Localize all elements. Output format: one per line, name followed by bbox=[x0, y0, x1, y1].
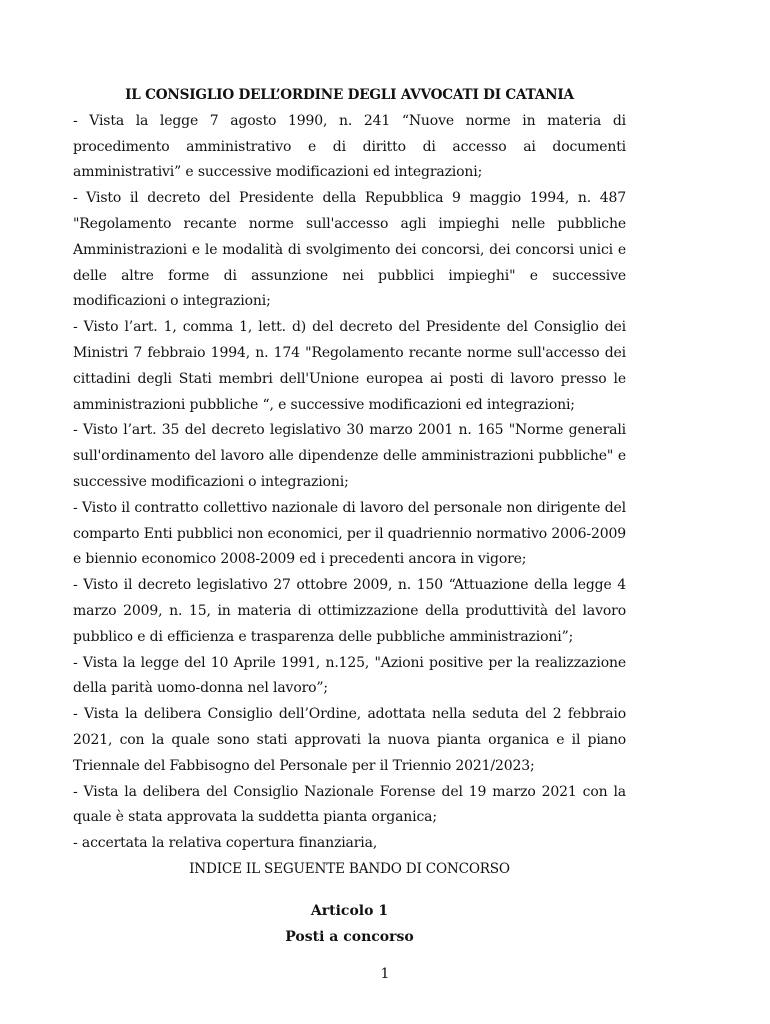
document-body bbox=[73, 83, 626, 950]
article-number: Articolo 1 bbox=[310, 902, 389, 919]
page-number: 1 bbox=[380, 966, 390, 982]
article-title: Posti a concorso bbox=[285, 928, 414, 945]
paragraph-dpcm-174: - Visto l’art. 1, comma 1, lett. d) del decreto del Presidente del Consiglio dei Ministri 7 febbraio 1994, n. 174 "Regolamento recante norme sull'accesso dei cittadini degli Stati membri dell'Unione europea ai posti di lavoro presso le amministrazioni pubbliche “, e successive modificazioni ed integrazioni; bbox=[73, 319, 626, 413]
paragraph-legge-125: - Vista la legge del 10 Aprile 1991, n.125, "Azioni positive per la realizzazione della parità uomo-donna nel lavoro”; bbox=[73, 654, 626, 697]
announcement-heading: INDICE IL SEGUENTE BANDO DI CONCORSO bbox=[189, 860, 510, 877]
paragraph-dlgs-150: - Visto il decreto legislativo 27 ottobre 2009, n. 150 “Attuazione della legge 4 marzo 2009, n. 15, in materia di ottimizzazione della produttività del lavoro pubblico e di efficienza e trasparenza delle pubbliche amministrazioni”; bbox=[73, 577, 626, 645]
document-title: IL CONSIGLIO DELL’ORDINE DEGLI AVVOCATI DI CATANIA bbox=[125, 87, 574, 103]
paragraph-copertura: - accertata la relativa copertura finanziaria, bbox=[73, 835, 378, 852]
paragraph-delibera-ordine: - Vista la delibera Consiglio dell’Ordine, adottata nella seduta del 2 febbraio 2021, con la quale sono stati approvati la nuova pianta organica e il piano Triennale del Fabbisogno del Personale per il Triennio 2021/2023; bbox=[73, 706, 626, 774]
paragraph-delibera-cnf: - Vista la delibera del Consiglio Nazionale Forense del 19 marzo 2021 con la quale è stata approvata la suddetta pianta organica; bbox=[73, 783, 626, 826]
paragraph-dpr-487: - Visto il decreto del Presidente della Repubblica 9 maggio 1994, n. 487 "Regolamento recante norme sull'accesso agli impieghi nelle pubbliche Amministrazioni e le modalità di svolgimento dei concorsi, dei concorsi unici e delle altre forme di assunzione nei pubblici impieghi" e successive modificazioni o integrazioni; bbox=[73, 190, 626, 310]
paragraph-ccnl: - Visto il contratto collettivo nazionale di lavoro del personale non dirigente del comparto Enti pubblici non economici, per il quadriennio normativo 2006-2009 e biennio economico 2008-2009 ed i precedenti ancora in vigore; bbox=[73, 499, 626, 568]
article-heading-block bbox=[73, 899, 626, 951]
paragraph-legge-241: - Vista la legge 7 agosto 1990, n. 241 “Nuove norme in materia di procedimento amministrativo e di diritto di accesso ai documenti amministrativi” e successive modificazioni ed integrazioni; bbox=[73, 112, 626, 181]
paragraph-dlgs-165: - Visto l’art. 35 del decreto legislativo 30 marzo 2001 n. 165 "Norme generali sull'ordinamento del lavoro alle dipendenze delle amministrazioni pubbliche" e successive modificazioni o integrazioni; bbox=[73, 422, 626, 490]
